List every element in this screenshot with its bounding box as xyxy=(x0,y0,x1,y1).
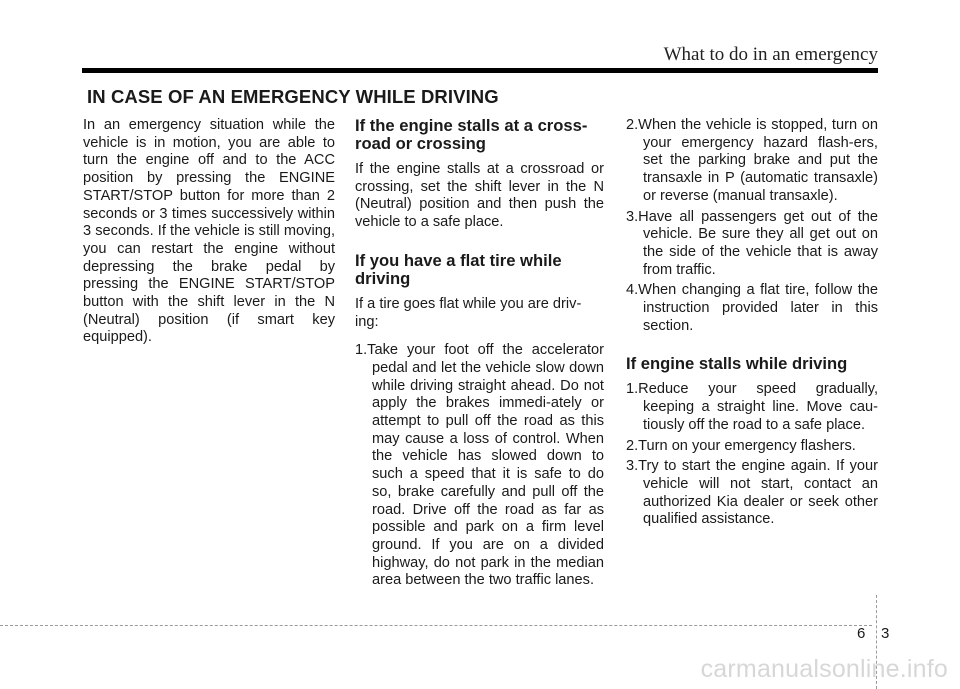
heading-engine-stalls-driving: If engine stalls while driving xyxy=(626,354,848,374)
heading-engine-stalls-crossing: If the engine stalls at a cross-road or crossing xyxy=(355,116,588,153)
list-item: 3.Have all passengers get out of the vehicle. Be sure they all get out on the side of the vehicle that is away from traffic. xyxy=(626,208,878,278)
column-2 xyxy=(355,117,604,593)
intro-paragraph: In an emergency situation while the vehicle is in motion, you are able to turn the engine off and to the ACC position by pressing the ENGINE START/STOP button for more than 2 seconds or 3 times successively within 3 seconds. If the vehicle is still moving, you can restart the engine without depressing the brake pedal by pressing the ENGINE START/STOP button with the shift lever in the N (Neutral) position (if smart key equipped). xyxy=(83,117,335,346)
list-item: 1.Reduce your speed gradually, keeping a straight line. Move cau-tiously off the road to a safe place. xyxy=(626,381,878,433)
list-item: 4.When changing a flat tire, follow the instruction provided later in this section. xyxy=(626,282,878,334)
flat-tire-intro: If a tire goes flat while you are driv-ing: xyxy=(355,295,582,330)
engine-stall-steps xyxy=(626,381,878,529)
crossing-paragraph: If the engine stalls at a crossroad or crossing, set the shift lever in the N (Neutral) position and then push the vehicle to a safe place. xyxy=(355,161,604,231)
list-item: 1.Take your foot off the accelerator pedal and let the vehicle slow down while driving straight ahead. Do not apply the brakes immedi-ately or attempt to pull off the road as this may cause a loss of control. When the vehicle has slowed down to such a speed that it is safe to do so, brake carefully and pull off the road. Drive off the road as far as possible and park on a firm level ground. If you are on a divided highway, do not park in the median area between the two traffic lanes. xyxy=(355,342,604,589)
heading-flat-tire: If you have a flat tire while driving xyxy=(355,250,562,288)
chapter-number: 6 xyxy=(857,625,866,642)
header-rule xyxy=(82,68,878,73)
flat-tire-steps xyxy=(355,342,604,590)
list-item: 2.Turn on your emergency flashers. xyxy=(626,437,856,454)
running-header: What to do in an emergency xyxy=(663,44,878,65)
section-title: IN CASE OF AN EMERGENCY WHILE DRIVING xyxy=(87,86,499,107)
page-number: 3 xyxy=(881,625,890,642)
list-item: 2.When the vehicle is stopped, turn on your emergency hazard flash-ers, set the parking brake and put the transaxle in P (automatic transaxle) or reverse (manual transaxle). xyxy=(626,117,878,204)
watermark: carmanualsonline.info xyxy=(700,655,948,683)
flat-tire-steps-continued xyxy=(626,117,878,335)
column-1 xyxy=(83,117,335,358)
footer-dashed-rule xyxy=(0,625,872,626)
list-item: 3.Try to start the engine again. If your vehicle will not start, contact an authorized Kia dealer or seek other qualified assistance. xyxy=(626,458,878,528)
column-3 xyxy=(626,117,878,532)
